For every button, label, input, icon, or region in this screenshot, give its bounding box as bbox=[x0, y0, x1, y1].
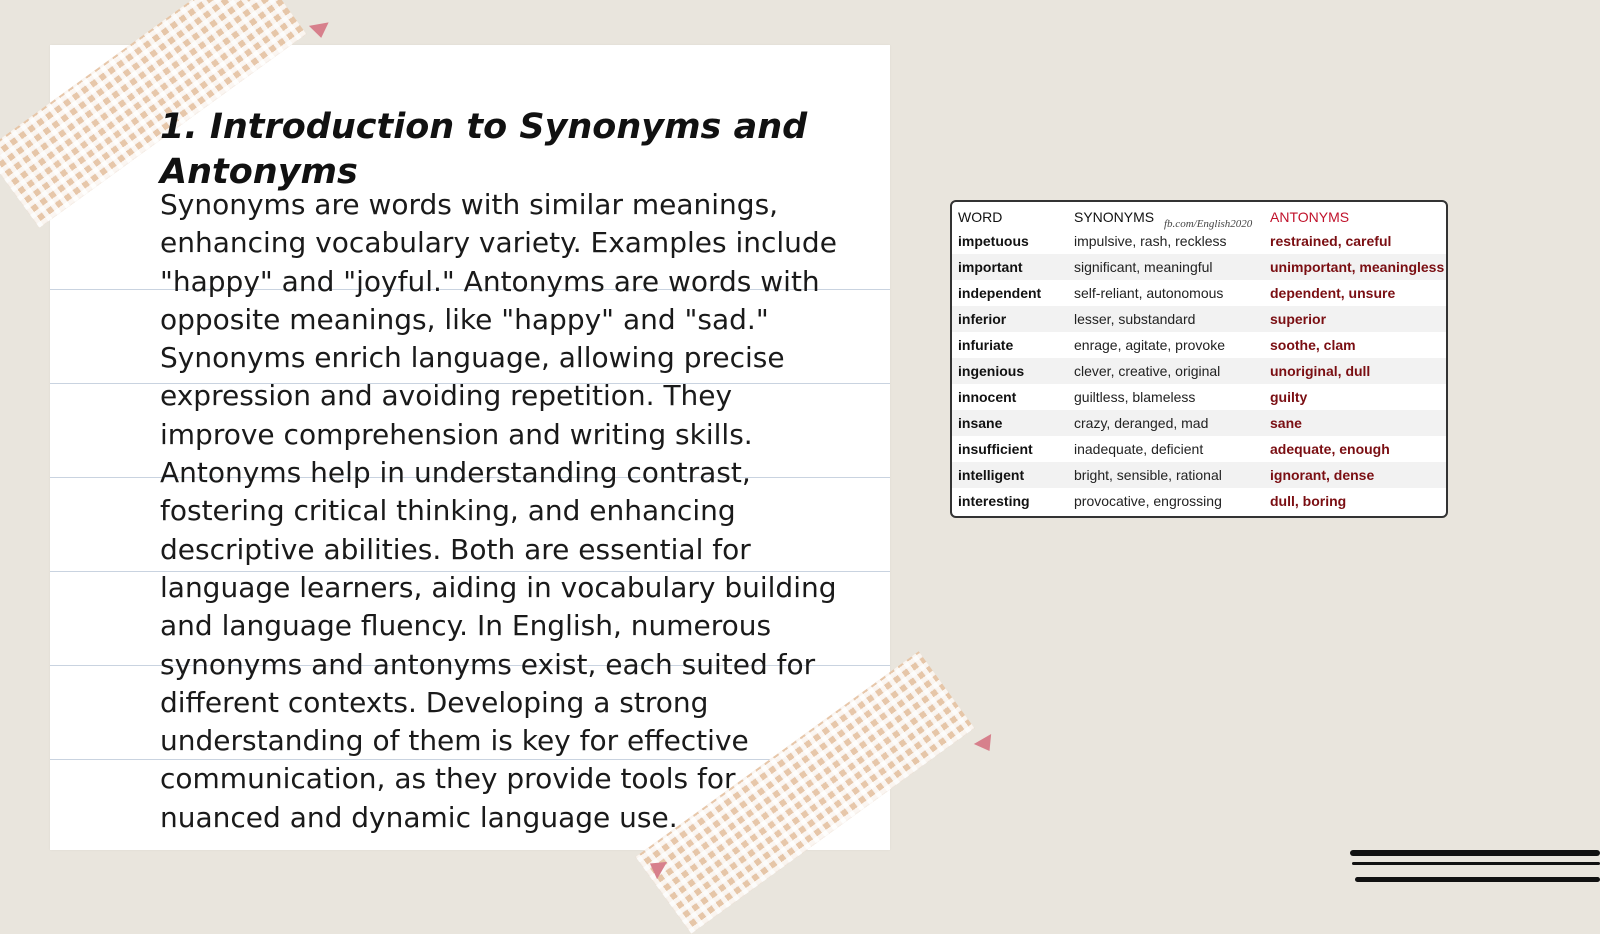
table-row bbox=[952, 254, 1446, 280]
header-antonyms: ANTONYMS bbox=[1270, 209, 1350, 225]
table-row bbox=[952, 332, 1446, 358]
row-synonyms: significant, meaningful bbox=[1074, 259, 1213, 275]
row-word: ingenious bbox=[958, 363, 1025, 379]
row-synonyms: self-reliant, autonomous bbox=[1074, 285, 1224, 301]
row-antonyms: restrained, careful bbox=[1270, 233, 1392, 249]
row-synonyms: impulsive, rash, reckless bbox=[1074, 233, 1227, 249]
row-synonyms: guiltless, blameless bbox=[1074, 389, 1196, 405]
row-synonyms: inadequate, deficient bbox=[1074, 441, 1204, 457]
row-word: interesting bbox=[958, 493, 1030, 509]
row-antonyms: unoriginal, dull bbox=[1270, 363, 1371, 379]
decorative-stripe bbox=[1355, 877, 1600, 882]
slide-body-text: Synonyms are words with similar meanings, enhancing vocabulary variety. Examples include "happy" and "joyful." Antonyms are words with opposite meanings, like "happy" and "sad." Synonyms enrich language, allowing precise expression and avoiding repetition. They improve comprehension and writing skills. Antonyms help in understanding contrast, fostering critical thinking, and enhancing descriptive abilities. Both are essential for language learners, aiding in vocabulary building and language fluency. In English, numerous synonyms and antonyms exist, each suited for different contexts. Developing a strong understanding of them is key for effective communication, as they provide tools for nuanced and dynamic language use. bbox=[160, 188, 837, 834]
decorative-stripe bbox=[1350, 850, 1600, 856]
row-antonyms: guilty bbox=[1270, 389, 1308, 405]
row-word: inferior bbox=[958, 311, 1007, 327]
pin-icon bbox=[309, 22, 331, 39]
pin-icon bbox=[974, 734, 998, 756]
row-word: independent bbox=[958, 285, 1042, 301]
row-antonyms: adequate, enough bbox=[1270, 441, 1390, 457]
row-word: insane bbox=[958, 415, 1003, 431]
slide-title: 1. Introduction to Synonyms and Antonyms bbox=[160, 107, 808, 192]
row-word: important bbox=[958, 259, 1023, 275]
row-antonyms: superior bbox=[1270, 311, 1327, 327]
row-synonyms: crazy, deranged, mad bbox=[1074, 415, 1209, 431]
row-synonyms: bright, sensible, rational bbox=[1074, 467, 1222, 483]
table-row bbox=[952, 306, 1446, 332]
row-synonyms: lesser, substandard bbox=[1074, 311, 1196, 327]
row-synonyms: clever, creative, original bbox=[1074, 363, 1221, 379]
header-word: WORD bbox=[958, 209, 1003, 225]
table-row bbox=[952, 228, 1446, 254]
row-word: infuriate bbox=[958, 337, 1014, 353]
row-synonyms: enrage, agitate, provoke bbox=[1074, 337, 1225, 353]
table-row bbox=[952, 358, 1446, 384]
table-row bbox=[952, 280, 1446, 306]
row-antonyms: unimportant, meaningless bbox=[1270, 259, 1445, 275]
row-synonyms: provocative, engrossing bbox=[1074, 493, 1222, 509]
row-antonyms: sane bbox=[1270, 415, 1302, 431]
row-antonyms: soothe, clam bbox=[1270, 337, 1356, 353]
decorative-stripe bbox=[1352, 862, 1600, 865]
row-antonyms: ignorant, dense bbox=[1270, 467, 1375, 483]
table-row bbox=[952, 384, 1446, 410]
table-row bbox=[952, 436, 1446, 462]
row-antonyms: dull, boring bbox=[1270, 493, 1347, 509]
table-row bbox=[952, 462, 1446, 488]
table-row bbox=[952, 488, 1446, 514]
row-word: insufficient bbox=[958, 441, 1033, 457]
synonyms-antonyms-table bbox=[950, 200, 1448, 518]
table-credit: fb.com/English2020 bbox=[1164, 218, 1253, 230]
row-antonyms: dependent, unsure bbox=[1270, 285, 1396, 301]
row-word: innocent bbox=[958, 389, 1017, 405]
table-row bbox=[952, 410, 1446, 436]
header-synonyms: SYNONYMS bbox=[1074, 209, 1155, 225]
row-word: intelligent bbox=[958, 467, 1025, 483]
row-word: impetuous bbox=[958, 233, 1029, 249]
